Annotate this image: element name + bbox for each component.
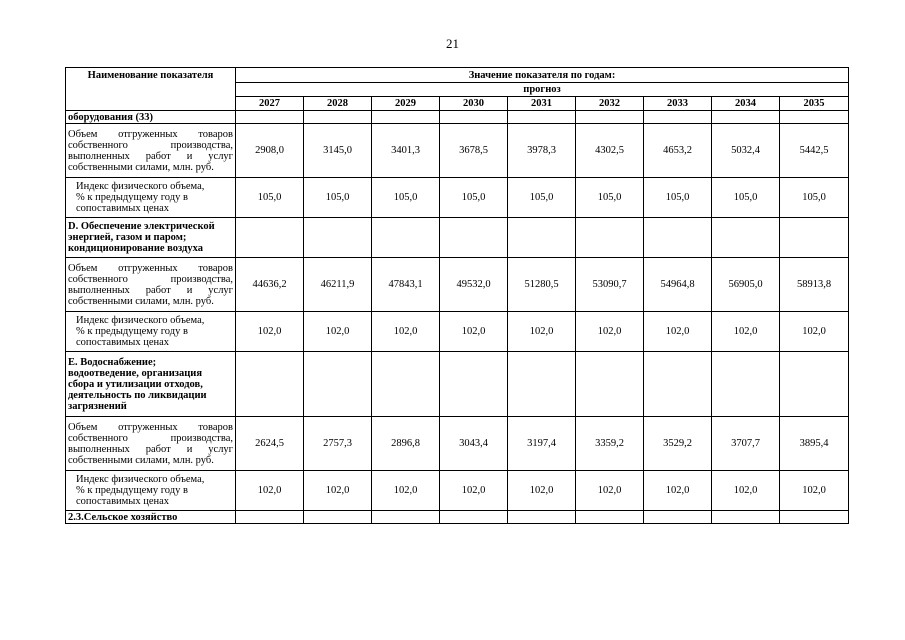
empty-cell [440,218,508,258]
table-row-shipped-volume [66,124,849,178]
label-line: % к предыдущему году в [76,485,188,496]
empty-cell [236,352,304,417]
label-line: собственного производства, [68,139,233,151]
empty-cell [576,352,644,417]
section-row [66,511,849,524]
value-cell: 49532,0 [440,258,508,312]
value-cell: 105,0 [712,178,780,218]
empty-cell [304,218,372,258]
empty-cell [780,218,849,258]
value-cell: 105,0 [780,178,849,218]
empty-cell [508,352,576,417]
label-line: собственными силами, млн. руб. [68,295,214,307]
label-line: Индекс физического объема, [76,181,205,192]
value-cell: 102,0 [304,312,372,352]
empty-cell [780,511,849,524]
indicator-label [66,417,236,471]
value-cell: 102,0 [644,312,712,352]
section-label [66,218,236,258]
label-line: собственными силами, млн. руб. [68,454,214,466]
indicator-label [66,178,236,218]
label-line: сопоставимых ценах [76,337,170,348]
value-cell: 2624,5 [236,417,304,471]
empty-cell [712,218,780,258]
empty-cell [440,111,508,124]
value-cell: 3401,3 [372,124,440,178]
label-line: Объем отгруженных товаров [68,421,233,433]
empty-cell [304,352,372,417]
label-line: % к предыдущему году в [76,192,188,203]
page-number: 21 [446,36,459,51]
empty-cell [440,352,508,417]
value-cell: 3359,2 [576,417,644,471]
label-line: D. Обеспечение электрической [68,221,215,232]
label-line: собственными силами, млн. руб. [68,161,214,173]
value-cell: 102,0 [576,312,644,352]
value-cell: 46211,9 [304,258,372,312]
label-line: выполненных работ и услуг [68,284,233,296]
value-cell: 102,0 [372,471,440,511]
empty-cell [508,511,576,524]
empty-cell [304,511,372,524]
empty-cell [372,111,440,124]
empty-cell [372,352,440,417]
year-header-2029: 2029 [372,96,440,110]
value-cell: 51280,5 [508,258,576,312]
value-cell: 58913,8 [780,258,849,312]
section-label [66,111,236,124]
value-cell: 102,0 [508,312,576,352]
indicator-label [66,258,236,312]
value-cell: 4302,5 [576,124,644,178]
value-cell: 47843,1 [372,258,440,312]
label-line: E. Водоснабжение; [68,356,157,368]
header-values-by-year: Значение показателя по годам: [236,68,849,83]
value-cell: 105,0 [508,178,576,218]
section-label [66,352,236,417]
value-cell: 102,0 [372,312,440,352]
year-header-2028: 2028 [304,96,372,110]
value-cell: 102,0 [236,312,304,352]
label-line: сопоставимых ценах [76,203,170,214]
empty-cell [372,511,440,524]
year-header-2033: 2033 [644,96,712,110]
empty-cell [712,111,780,124]
value-cell: 2757,3 [304,417,372,471]
table-row-shipped-volume [66,258,849,312]
indicators-table [65,67,849,524]
value-cell: 102,0 [712,312,780,352]
value-cell: 5032,4 [712,124,780,178]
indicator-label [66,124,236,178]
header-forecast: прогноз [236,83,849,96]
value-cell: 105,0 [304,178,372,218]
value-cell: 53090,7 [576,258,644,312]
value-cell: 3197,4 [508,417,576,471]
value-cell: 102,0 [236,471,304,511]
label-line: Объем отгруженных товаров [68,128,233,140]
year-header-2031: 2031 [508,96,576,110]
empty-cell [236,511,304,524]
empty-cell [644,511,712,524]
label-line: водоотведение, организация [68,367,203,379]
label-line: выполненных работ и услуг [68,150,233,162]
value-cell: 102,0 [440,312,508,352]
section-row [66,218,849,258]
empty-cell [576,218,644,258]
empty-cell [372,218,440,258]
value-cell: 2896,8 [372,417,440,471]
label-line: оборудования (33) [68,111,154,123]
empty-cell [780,352,849,417]
empty-cell [780,111,849,124]
table-row-shipped-volume [66,417,849,471]
value-cell: 5442,5 [780,124,849,178]
empty-cell [304,111,372,124]
header-indicator-name: Наименование показателя [66,68,236,111]
value-cell: 105,0 [236,178,304,218]
empty-cell [576,111,644,124]
empty-cell [712,352,780,417]
year-header-2030: 2030 [440,96,508,110]
year-header-2032: 2032 [576,96,644,110]
value-cell: 3145,0 [304,124,372,178]
table-row-physical-volume-index [66,471,849,511]
label-line: Индекс физического объема, [76,474,205,485]
label-line: энергией, газом и паром; [68,232,187,243]
empty-cell [576,511,644,524]
value-cell: 102,0 [644,471,712,511]
empty-cell [236,218,304,258]
label-line: % к предыдущему году в [76,326,188,337]
label-line: Индекс физического объема, [76,315,205,326]
table-header [66,68,849,111]
indicator-label [66,471,236,511]
label-line: сопоставимых ценах [76,496,170,507]
empty-cell [440,511,508,524]
value-cell: 102,0 [576,471,644,511]
value-cell: 102,0 [780,471,849,511]
value-cell: 105,0 [644,178,712,218]
value-cell: 105,0 [440,178,508,218]
empty-cell [644,111,712,124]
value-cell: 2908,0 [236,124,304,178]
value-cell: 102,0 [304,471,372,511]
section-row [66,352,849,417]
value-cell: 3678,5 [440,124,508,178]
value-cell: 56905,0 [712,258,780,312]
year-header-2035: 2035 [780,96,849,110]
year-header-2027: 2027 [236,96,304,110]
label-line: собственного производства, [68,273,233,285]
label-line: загрязнений [68,400,127,412]
value-cell: 3043,4 [440,417,508,471]
label-line: собственного производства, [68,432,233,444]
label-line: 2.3.Сельское хозяйство [68,511,178,523]
empty-cell [644,352,712,417]
value-cell: 102,0 [508,471,576,511]
label-line: сбора и утилизации отходов, [68,378,203,390]
label-line: Объем отгруженных товаров [68,262,233,274]
value-cell: 3529,2 [644,417,712,471]
empty-cell [236,111,304,124]
empty-cell [644,218,712,258]
value-cell: 102,0 [440,471,508,511]
value-cell: 54964,8 [644,258,712,312]
value-cell: 4653,2 [644,124,712,178]
section-label [66,511,236,524]
empty-cell [508,111,576,124]
indicator-label [66,312,236,352]
label-line: кондиционирование воздуха [68,243,203,254]
value-cell: 3978,3 [508,124,576,178]
section-row [66,111,849,124]
table-body [66,111,849,524]
empty-cell [712,511,780,524]
value-cell: 44636,2 [236,258,304,312]
empty-cell [508,218,576,258]
value-cell: 102,0 [780,312,849,352]
value-cell: 3895,4 [780,417,849,471]
table-row-physical-volume-index [66,178,849,218]
value-cell: 102,0 [712,471,780,511]
table-row-physical-volume-index [66,312,849,352]
year-header-2034: 2034 [712,96,780,110]
value-cell: 105,0 [372,178,440,218]
value-cell: 105,0 [576,178,644,218]
value-cell: 3707,7 [712,417,780,471]
label-line: выполненных работ и услуг [68,443,233,455]
label-line: деятельность по ликвидации [68,389,207,401]
